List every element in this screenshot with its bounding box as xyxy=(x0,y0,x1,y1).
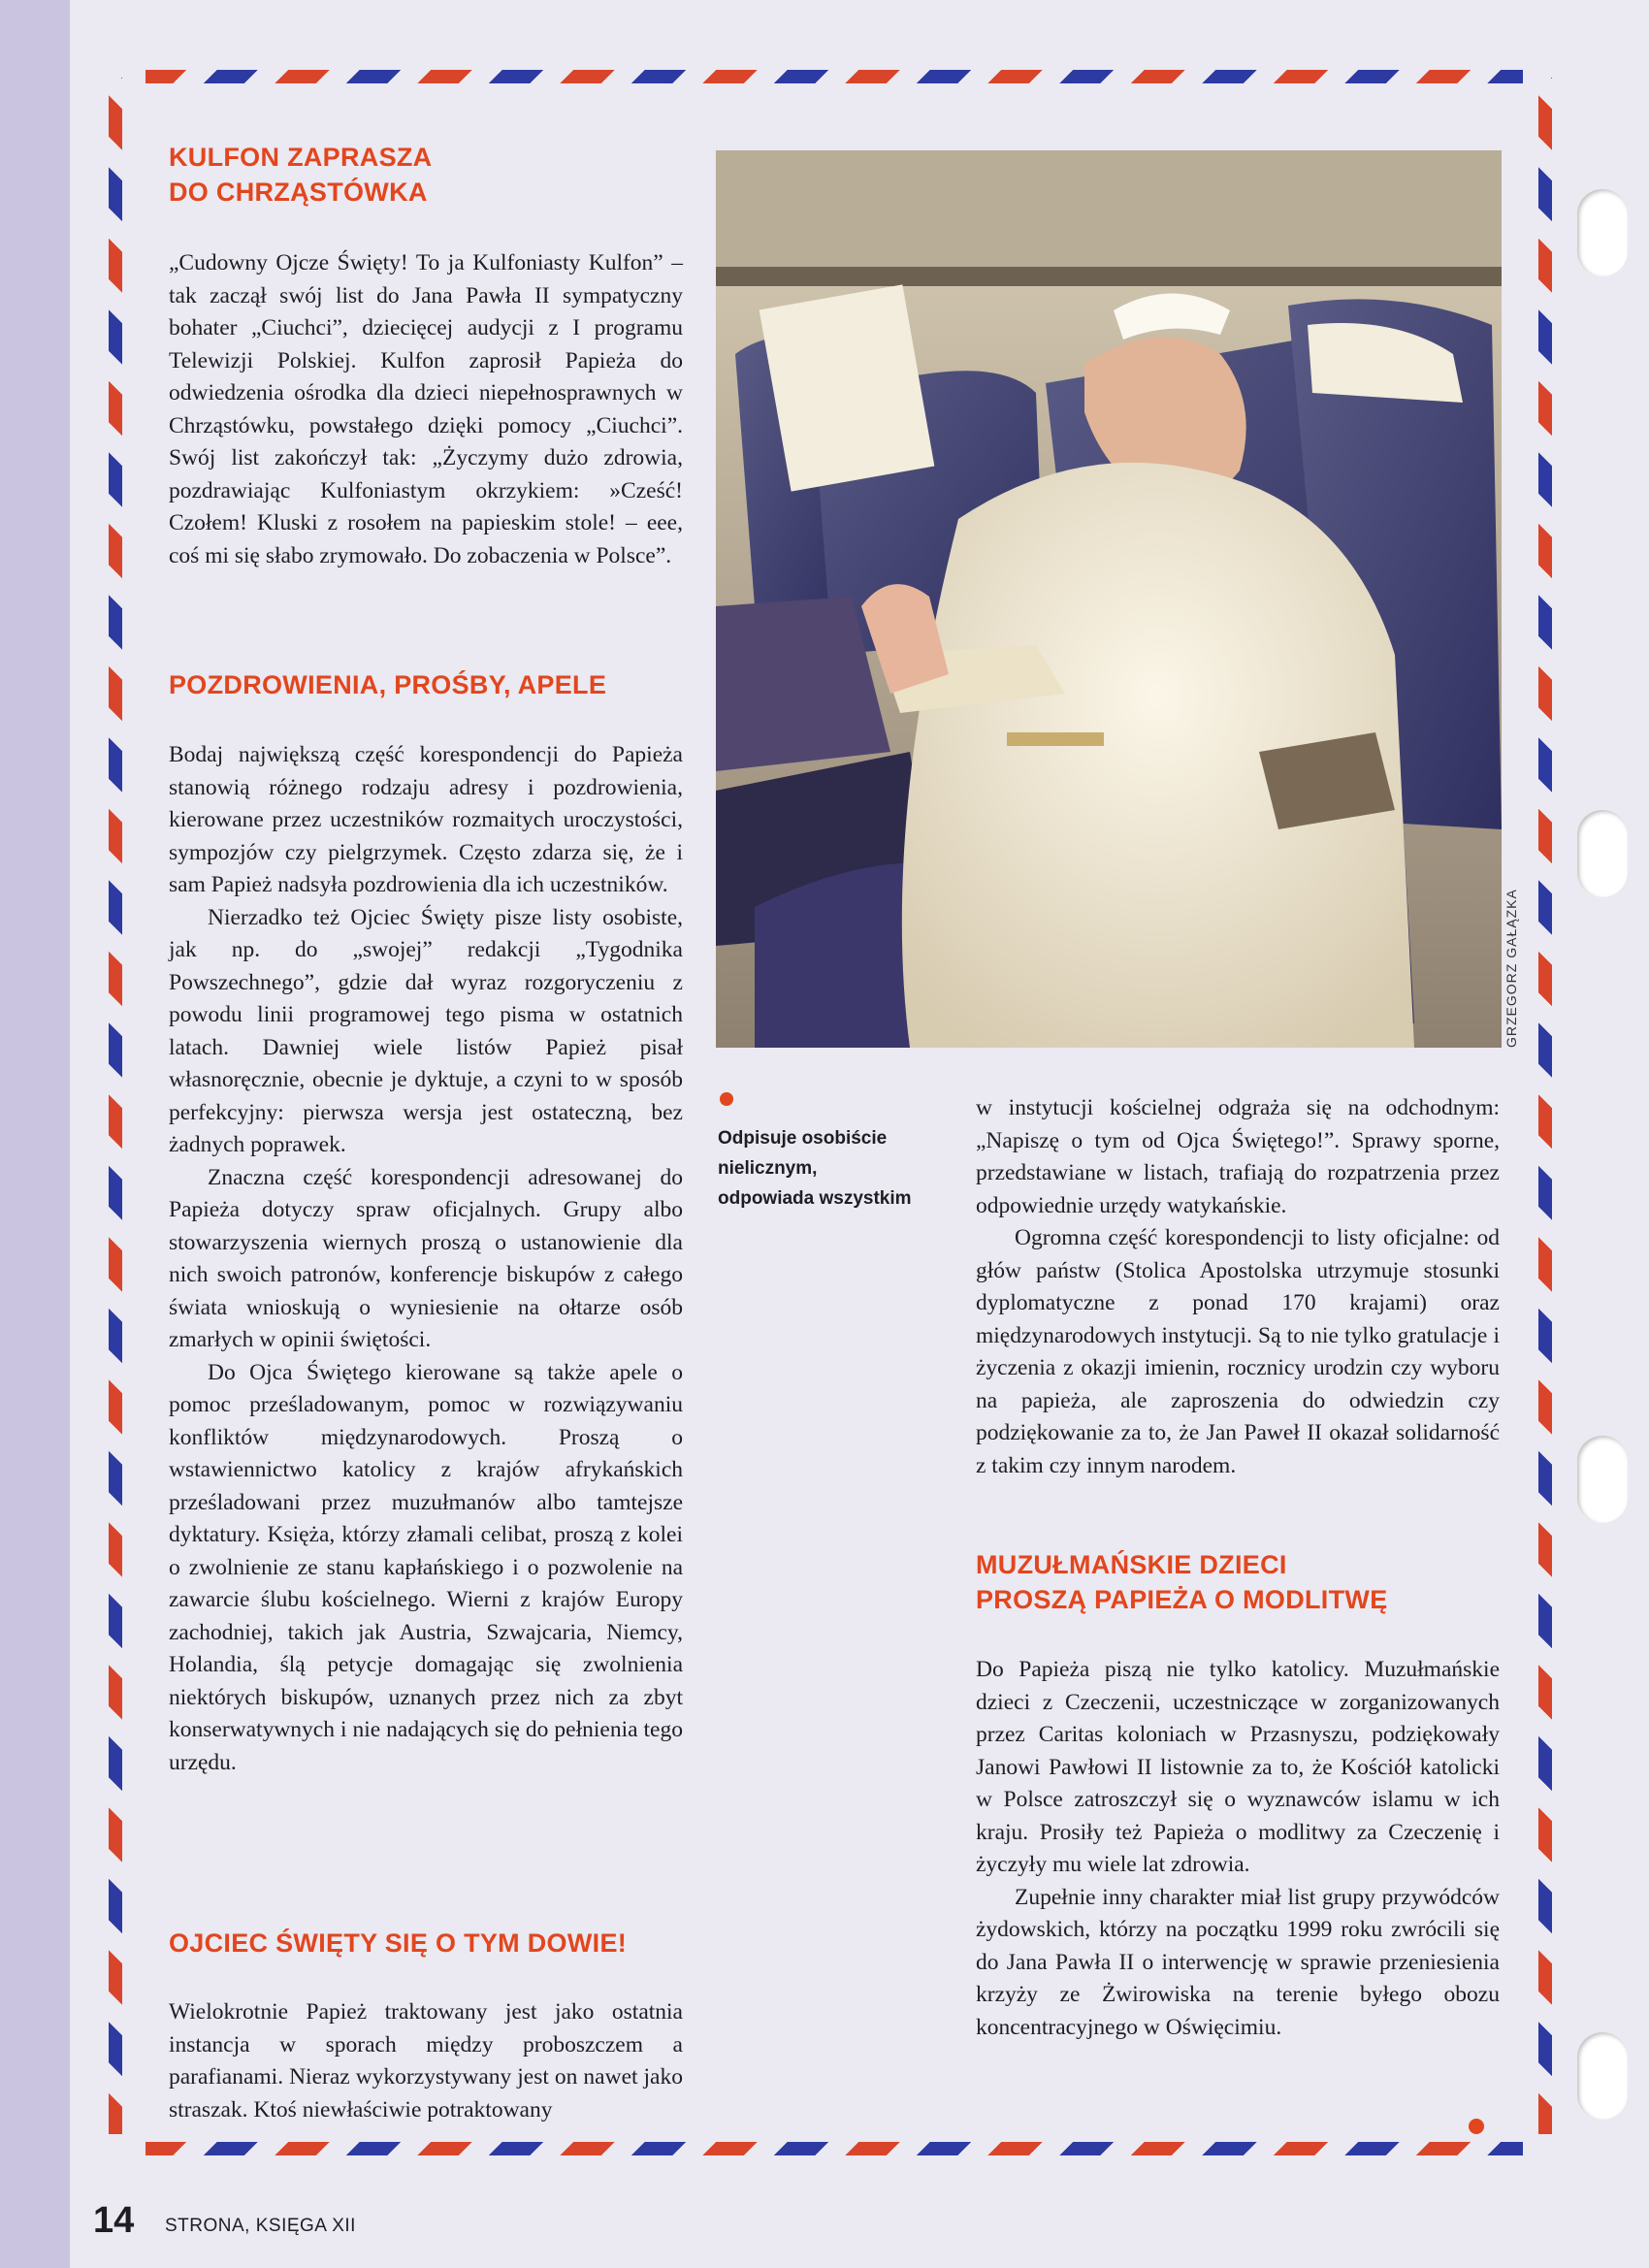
caption-line-3: odpowiada wszystkim xyxy=(718,1188,912,1209)
heading-muzulmanskie-line2: PROSZĄ PAPIEŻA O MODLITWĘ xyxy=(976,1585,1388,1614)
kulfon-text xyxy=(169,247,683,572)
page-number: 14 xyxy=(93,2200,135,2241)
caption-bullet xyxy=(720,1092,733,1106)
kulfon-paragraph: „Cudowny Ojcze Święty! To ja Kulfoniasty Kulfon” – tak zaczął swój list do Jana Pawła II sympatyczny bohater „Ciuchci”, dziecięcej audycji z I programu Telewizji Polskiej. Kulfon zaprosił Papieża do odwiedzenia ośrodka dla dzieci niepełnosprawnych w Chrząstówku, powstałego dzięki pomocy „Ciuchci”. Swój list zakończył tak: „Życzymy dużo zdrowia, pozdrawiając Kulfoniastym okrzykiem: »Cześć! Czołem! Kluski z rosołem na papieskim stole! – eee, coś mi się słabo zrymowało. Do zobaczenia w Polsce”. xyxy=(169,250,683,568)
punch-hole-4 xyxy=(1577,2032,1628,2120)
heading-kulfon xyxy=(169,140,432,210)
punch-hole-1 xyxy=(1577,189,1628,276)
pozdrowienia-paragraph-1: Bodaj największą część korespondencji do Papieża stanowią różnego rodzaju adresy i pozdrowienia, kierowane przez uczestników rozmaitych uroczystości, sympozjów czy pielgrzymek. Często zdarza się, że i sam Papież nadsyła pozdrowienia dla ich uczestników. xyxy=(169,742,683,897)
pozdrowienia-text xyxy=(169,739,683,1779)
caption-line-2: nielicznym, xyxy=(718,1158,818,1179)
end-of-article-bullet xyxy=(1469,2119,1484,2134)
airmail-border-left xyxy=(109,78,122,2134)
binding-strip xyxy=(0,0,70,2268)
heading-muzulmanskie xyxy=(976,1547,1388,1617)
photo-caption xyxy=(718,1123,951,1214)
heading-pozdrowienia: POZDROWIENIA, PROŚBY, APELE xyxy=(169,670,607,699)
airmail-border-bottom xyxy=(146,2142,1523,2155)
ojciec-paragraph-1: Wielokrotnie Papież traktowany jest jako ostatnia instancja w sporach między proboszczem a parafianami. Nieraz wykorzystywany jest on nawet jako straszak. Ktoś niewłaściwie potraktowany xyxy=(169,1999,683,2122)
caption-line-1: Odpisuje osobiście xyxy=(718,1128,888,1149)
photo-pope-writing xyxy=(716,150,1502,1048)
footer-label: STRONA, KSIĘGA XII xyxy=(165,2216,356,2236)
right-paragraph-2: Ogromna część korespondencji to listy oficjalne: od głów państw (Stolica Apostolska utrzymuje stosunki dyplomatyczne z ponad 170 krajami) oraz międzynarodowych instytucji. Są to nie tylko gratulacje i życzenia z okazji imienin, rocznicy urodzin czy wyboru na papieża, ale zaproszenia do odwiedzin czy podziękowanie za to, że Jan Paweł II okazał solidarność z takim czy innym narodem. xyxy=(976,1225,1500,1478)
right-paragraph-1: w instytucji kościelnej odgraża się na odchodnym: „Napiszę o tym od Ojca Świętego!”. Sprawy sporne, przedstawiane w listach, trafiają do rozpatrzenia przez odpowiednie urzędy watykańskie. xyxy=(976,1095,1500,1218)
airmail-border-top xyxy=(146,70,1523,83)
heading-kulfon-line2: DO CHRZĄSTÓWKA xyxy=(169,178,428,207)
muzulmanskie-text xyxy=(976,1654,1500,2044)
airmail-border-right xyxy=(1538,78,1552,2134)
heading-kulfon-line1: KULFON ZAPRASZA xyxy=(169,143,433,172)
pozdrowienia-paragraph-3: Znaczna część korespondencji adresowanej do Papieża dotyczy spraw oficjalnych. Grupy albo stowarzyszenia wiernych proszą o ustanowienie dla nich swoich patronów, konferencje biskupów z całego świata wnioskują o wyniesienie na ołtarze osób zmarłych w opinii świętości. xyxy=(169,1164,683,1352)
muzulmanskie-paragraph-2: Zupełnie inny charakter miał list grupy przywódców żydowskich, którzy na początku 1999 roku zwrócili się do Jana Pawła II o interwencję w sprawie przeniesienia krzyży ze Żwirowiska na terenie byłego obozu koncentracyjnego w Oświęcimiu. xyxy=(976,1884,1500,2040)
right-column-text xyxy=(976,1092,1500,1482)
punch-hole-3 xyxy=(1577,1436,1628,1523)
pozdrowienia-paragraph-2: Nierzadko też Ojciec Święty pisze listy osobiste, jak np. do „swojej” redakcji „Tygodnika Powszechnego”, gdzie dał wyraz rozgoryczeniu z powodu linii programowej tego pisma w ostatnich latach. Dawniej wiele listów Papież pisał własnoręcznie, obecnie je dyktuje, a czyni to w sposób perfekcyjny: pierwsza wersja jest ostateczną, bez żadnych poprawek. xyxy=(169,904,683,1157)
photo-credit: GRZEGORZ GAŁĄZKA xyxy=(1504,889,1519,1048)
pozdrowienia-paragraph-4: Do Ojca Świętego kierowane są także apele o pomoc prześladowanym, pomoc w rozwiązywaniu konfliktów międzynarodowych. Proszą o wstawiennictwo katolicy z krajów afrykańskich prześladowani przez muzułmanów albo tamtejsze dyktatury. Księża, którzy złamali celibat, proszą z kolei o zwolnienie ze stanu kapłańskiego i o pozwolenie na zawarcie ślubu kościelnego. Wierni z krajów Europy zachodniej, takich jak Austria, Szwajcaria, Niemcy, Holandia, ślą petycje domagając się zwolnienia niektórych biskupów, uznanych przez nich za zbyt konserwatywnych i nie nadających się do pełnienia tego urzędu. xyxy=(169,1359,683,1775)
heading-ojciec: OJCIEC ŚWIĘTY SIĘ O TYM DOWIE! xyxy=(169,1928,628,1958)
punch-hole-2 xyxy=(1577,810,1628,897)
photo-illustration xyxy=(716,150,1502,1048)
heading-muzulmanskie-line1: MUZUŁMAŃSKIE DZIECI xyxy=(976,1550,1287,1579)
muzulmanskie-paragraph-1: Do Papieża piszą nie tylko katolicy. Muzułmańskie dzieci z Czeczenii, uczestniczące w zorganizowanych przez Caritas koloniach w Przasnyszu, podziękowały Janowi Pawłowi II listownie za to, że Kościół katolicki w Polsce zatroszczył się o wyznawców islamu w ich kraju. Prosiły też Papieża o modlitwy za Czeczenię i życzyły mu wiele lat zdrowia. xyxy=(976,1657,1500,1877)
ojciec-text xyxy=(169,1996,683,2126)
